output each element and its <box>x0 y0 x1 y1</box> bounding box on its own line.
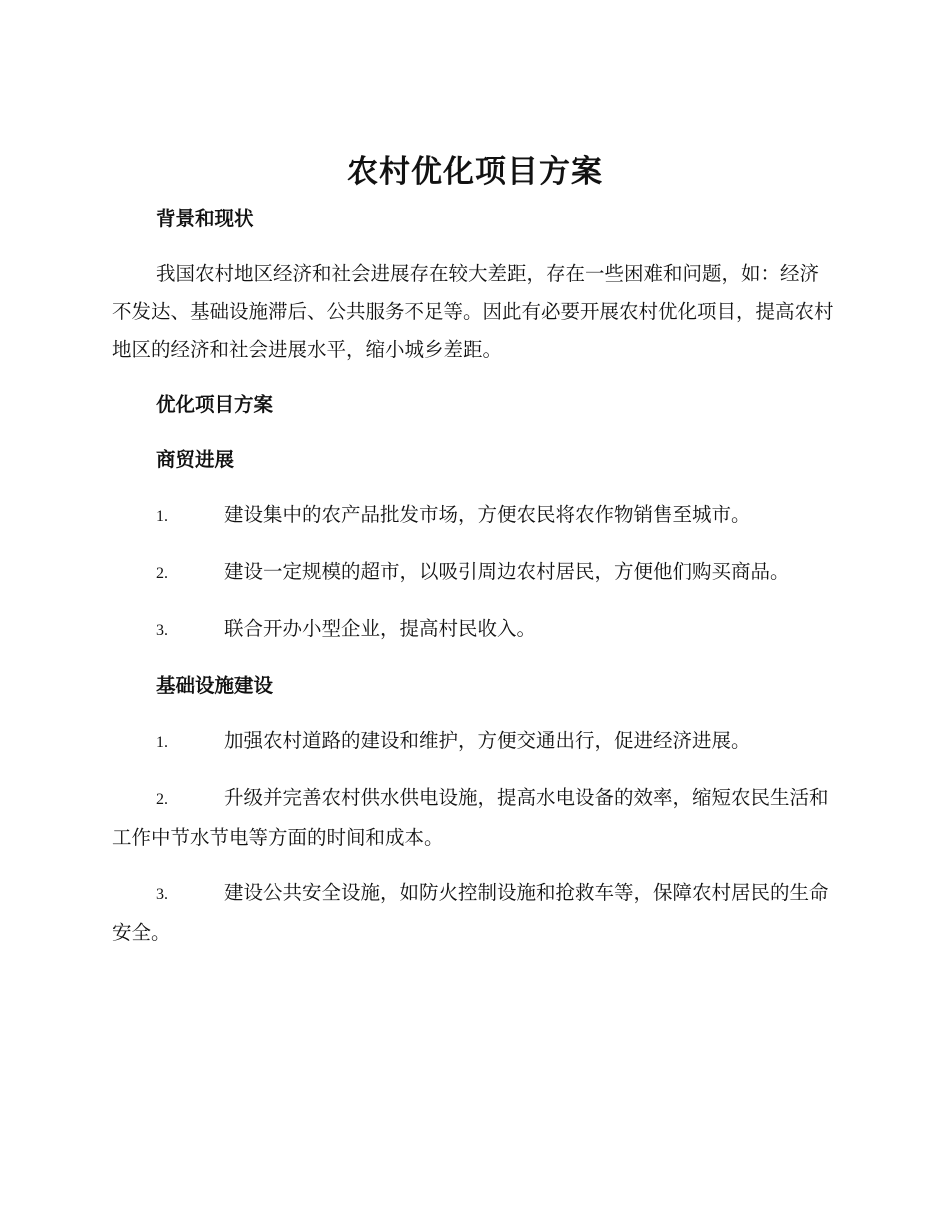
document-title: 农村优化项目方案 <box>347 154 603 190</box>
list-text: 建设一定规模的超市，以吸引周边农村居民，方便他们购买商品。 <box>224 560 790 583</box>
list-text: 建设集中的农产品批发市场，方便农民将农作物销售至城市。 <box>224 503 751 526</box>
list-text: 升级并完善农村供水供电设施，提高水电设备的效率，缩短农民生活和工作中节水节电等方面的时间和成本。 <box>112 786 829 849</box>
list-text: 建设公共安全设施，如防火控制设施和抢救车等，保障农村居民的生命安全。 <box>112 881 829 944</box>
list-item <box>112 722 838 762</box>
section-heading-plan: 优化项目方案 <box>156 393 274 416</box>
list-number: 2. <box>156 565 168 582</box>
list-text: 联合开办小型企业，提高村民收入。 <box>224 617 537 640</box>
list-number: 3. <box>156 622 168 639</box>
list-number: 1. <box>156 734 168 751</box>
list-number: 1. <box>156 508 168 525</box>
background-paragraph: 我国农村地区经济和社会进展存在较大差距，存在一些困难和问题，如：经济不发达、基础设施滞后、公共服务不足等。因此有必要开展农村优化项目，提高农村地区的经济和社会进展水平，缩小城乡差距。 <box>112 262 834 361</box>
list-number: 2. <box>156 791 168 808</box>
document-body <box>112 200 838 952</box>
list-item <box>112 553 838 593</box>
list-item <box>112 496 838 536</box>
list-text: 加强农村道路的建设和维护，方便交通出行，促进经济进展。 <box>224 729 751 752</box>
section-heading-background: 背景和现状 <box>156 207 254 230</box>
subsection-heading-commerce: 商贸进展 <box>156 448 235 471</box>
list-number: 3. <box>156 886 168 903</box>
subsection-heading-infrastructure: 基础设施建设 <box>156 674 274 697</box>
list-item <box>112 779 838 857</box>
list-item <box>112 610 838 650</box>
list-item <box>112 874 838 952</box>
